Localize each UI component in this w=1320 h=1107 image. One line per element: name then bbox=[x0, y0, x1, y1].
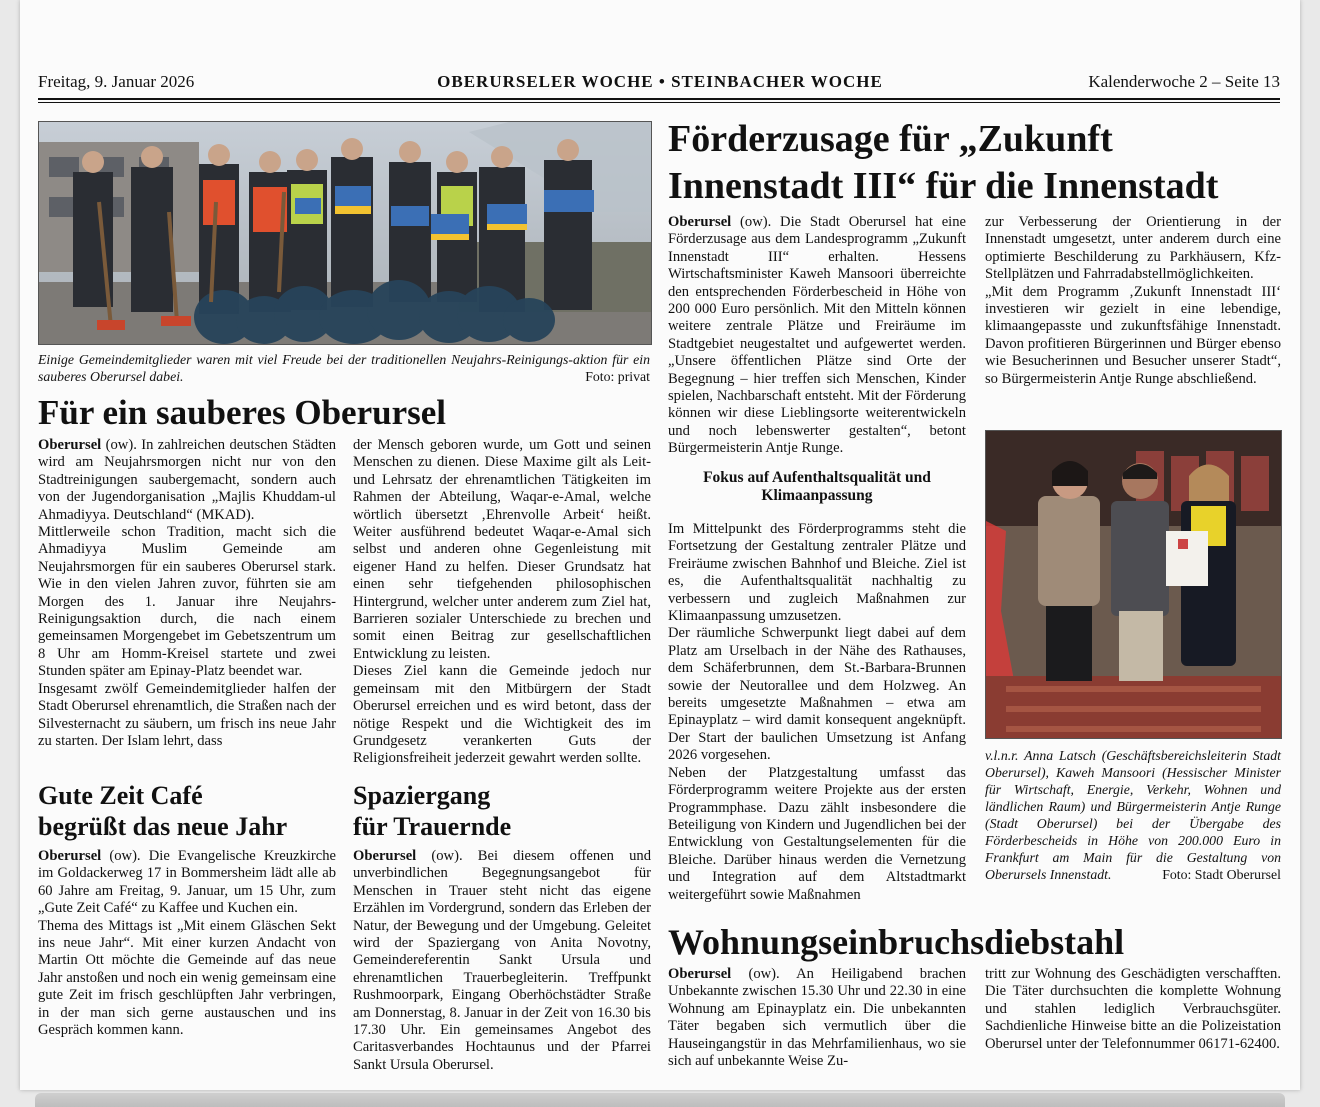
article5-p1: (ow). An Heiligabend brachen Unbekannte zwischen 15.30 Uhr und 22.30 in eine Wohnung am Epinayplatz ein. Die unbekannten Täter begaben sich vermutlich über die Hauseingangstür in das Mehrfamilienhaus, wo sie sich auf unbekannte Weise Zu- bbox=[668, 966, 966, 1070]
article1-col2-p2: Dieses Ziel kann die Gemeinde jedoch nur gemeinsam mit den Mitbürgern der Stadt Oberursel erreichen und es wird betont, dass der nötige Respekt und die Wichtigkeit des im Grundgesetz verankerten Guts der Religionsfreiheit jederzeit gewahrt werden sollte. bbox=[353, 663, 651, 767]
article4-subhead: Fokus auf Aufenthaltsqualität und Klimaanpassung bbox=[703, 469, 931, 504]
cleanup-photo-caption-block bbox=[38, 351, 650, 385]
article1-column1 bbox=[38, 437, 336, 750]
article4-col2-p1: zur Verbesserung der Orientierung in der Innenstadt umgesetzt, unter anderem durch eine optimierte Beschilderung zu Parkhäusern, Kfz-Stellplätzen und Fahrradabstellmöglichkeiten. bbox=[985, 214, 1281, 283]
issue-date: Freitag, 9. Januar 2026 bbox=[38, 72, 195, 91]
article4-p2: Im Mittelpunkt des Förderprogramms steht die Fortsetzung der Gestaltung zentraler Plätze und Freiräume zwischen Bahnhof und Bleiche. Ziel ist es, die Aufenthaltsqualität nachhaltig zu verbessern und zugleich Maßnahmen zur Klimaanpassung umzusetzen. bbox=[668, 521, 966, 625]
foerderbescheid-caption-block bbox=[985, 747, 1281, 883]
article2-p1: (ow). Die Evangelische Kreuzkirche im Goldackerweg 17 in Bommersheim lädt alle ab 60 Jahre am Freitag, 9. Januar, um 15 Uhr, zum „Gute Zeit Café“ zu Kaffee und Kuchen ein. bbox=[38, 848, 336, 917]
article4-p3: Der räumliche Schwerpunkt liegt dabei auf dem Platz am Urselbach in der Nähe des Rathauses, dem Schäferbrunnen, dem St.-Barbara-Brunnen sowie der Neutorallee und dem Holzweg. An bereits umgesetzte Maßnahmen – etwa am Epinayplatz – wird damit konsequent angeknüpft. Der Start der baulichen Umsetzung ist Anfang 2026 vorgesehen. bbox=[668, 625, 966, 764]
headline-gute-zeit-cafe-line1: Gute Zeit Café bbox=[38, 781, 203, 810]
headline-spaziergang bbox=[353, 780, 511, 842]
article2-body bbox=[38, 848, 336, 1039]
article4-p4: Neben der Platzgestaltung umfasst das Förderprogramm weitere Projekte aus der ersten Programmphase. Dazu zählt insbesondere die Beteiligung von Kindern und Jugendlichen bei der Entwicklung von Gestaltungselementen für die Bleiche. Darüber hinaus werden die Vernetzung und Integration auf dem Altstadtmarkt weitergeführt sowie Maßnahmen bbox=[668, 764, 966, 903]
article1-col1-p1: (ow). In zahlreichen deutschen Städten wird am Neujahrsmorgen nicht nur von den Stadtreinigungen saubergemacht, sondern auch von der Jugendorganisation „Majlis Khuddam-ul Ahmadiyya. Deutschland“ (MKAD). bbox=[38, 437, 336, 523]
cleanup-group-illustration bbox=[39, 122, 651, 344]
newspaper-title: OBERURSELER WOCHE • STEINBACHER WOCHE bbox=[437, 72, 883, 91]
foerderbescheid-photo bbox=[985, 430, 1282, 739]
article4-column1-top bbox=[668, 214, 966, 458]
article3-body bbox=[353, 848, 651, 1074]
page-info: Kalenderwoche 2 – Seite 13 bbox=[1088, 72, 1280, 91]
foerderbescheid-illustration bbox=[986, 431, 1281, 738]
headline-wohnungseinbruch: Wohnungseinbruchsdiebstahl bbox=[668, 922, 1125, 962]
foerderbescheid-credit: Foto: Stadt Oberursel bbox=[1162, 867, 1281, 882]
headline-spaziergang-line2: für Trauernde bbox=[353, 812, 512, 841]
article3-dateline: Oberursel bbox=[353, 848, 417, 864]
article4-dateline: Oberursel bbox=[668, 214, 732, 230]
article2-p2: Thema des Mittags ist „Mit einem Gläschen Sekt ins neue Jahr“. Mit einer kurzen Andacht von Martin Ott möchte die Gemeinde auf das neue Jahr anstoßen und noch ein wenig gemeinsam eine gute Zeit im frisch geschlüpften Jahr verbringen, in der man sich gerne austauschen und ins Gespräch kommen kann. bbox=[38, 917, 336, 1039]
article1-dateline: Oberursel bbox=[38, 437, 102, 453]
article1-col1-p3: Insgesamt zwölf Gemeindemitglieder halfen der Stadt Oberursel ehrenamtlich, die Straßen nach der Silvesternacht zu säubern, um frisch ins neue Jahr zu starten. Der Islam lehrt, dass bbox=[38, 680, 336, 749]
article2-dateline: Oberursel bbox=[38, 848, 102, 864]
foerderbescheid-caption: v.l.n.r. Anna Latsch (Geschäftsbereichsleiterin Stadt Oberursel), Kaweh Mansoori (Hessischer Minister für Wirtschaft, Energie, Verkehr, Wohnen und ländlichen Raum) und Bürgermeisterin Antje Runge (Stadt Oberursel) bei der Übergabe des Förderbescheids in Höhe von 200.000 Euro in Frankfurt am Main für die Gestaltung von Oberursels Innenstadt. bbox=[985, 748, 1281, 882]
article3-p1: (ow). Bei diesem offenen und unverbindlichen Begegnungsangebot für Menschen in Trauer steht nicht das eigene Erzählen im Vordergrund, sondern das Erleben der Natur, der Bewegung und der Umgebung. Geleitet wird der Spaziergang von Anita Novotny, Gemeindereferentin Sankt Ursula und ehrenamtlichen Trauerbegleiterin. Treffpunkt Rushmoorpark, Eingang Oberhöchstädter Straße am Donnerstag, 8. Januar in der Zeit von 16.30 bis 17.30 Uhr. Ein gemeinsames Angebot des Caritasverbandes Hochtaunus und der Pfarrei Sankt Ursula Oberursel. bbox=[353, 848, 651, 1073]
article4-p1: (ow). Die Stadt Oberursel hat eine Förderzusage aus dem Landesprogramm „Zukunft Innenstadt III“ erhalten. Hessens Wirtschaftsminister Kaweh Mansoori überreichte den entsprechenden Förderbescheid in Höhe von 200 000 Euro persönlich. Mit den Mitteln können weitere zentrale Plätze und Freiräume im Stadtgebiet neugestaltet und aufgewertet werden. „Unsere öffentlichen Plätze sind Orte der Begegnung – hier treffen sich Menschen, Kinder spielen, Nachbarschaft entsteht. Mit der Förderung können wir diese Lieblingsorte weiterentwickeln und noch lebenswerter gestalten“, betont Bürgermeisterin Antje Runge. bbox=[668, 214, 966, 457]
article4-col2-p2: „Mit dem Programm ‚Zukunft Innenstadt III‘ investieren wir gezielt in eine lebendige, klimaangepasste und zukunftsfähige Innenstadt. Davon profitieren Bürgerinnen und Bürger ebenso wie Besucherinnen und Besucher unserer Stadt“, so Bürgermeisterin Antje Runge abschließend. bbox=[985, 283, 1281, 387]
article1-col1-p2: Mittlerweile schon Tradition, macht sich die Ahmadiyya Muslim Gemeinde am Neujahrsmorgen für ein sauberes Oberursel stark. Wie in den vielen Jahren zuvor, führten sie am Morgen des 1. Januar ihre Neujahrs-Reinigungsaktion durch, die nach einem gemeinsamen Morgengebet im Gebetszentrum um 8 Uhr am Homm-Kreisel startete und zwei Stunden später am Epinay-Platz beendet war. bbox=[38, 524, 336, 680]
article1-col2-p1: der Mensch geboren wurde, um Gott und seinen Menschen zu dienen. Diese Maxime gilt als Leit- und Lehrsatz der ehrenamtlichen Tätigkeiten im Rahmen der Abteilung, Waqar-e-Amal, welche wörtlich übersetzt ‚Ehrenvolle Arbeit‘ heißt. Weiter ausführend bedeutet Waqar-e-Amal sich selbst und anderen ohne Gegenleistung mit eigener Hand zu helfen. Dieser Grundsatz hat einen sehr tiefgehenden philosophischen Hintergrund, welcher unter anderem zum Ziel hat, Barrieren sozialer Unterschiede zu brechen und somit einen Beitrag zur gesellschaftlichen Entwicklung zu leisten. bbox=[353, 437, 651, 662]
headline-spaziergang-line1: Spaziergang bbox=[353, 781, 491, 810]
cleanup-photo-credit: Foto: privat bbox=[585, 369, 650, 384]
article4-column2 bbox=[985, 214, 1281, 388]
article1-column2 bbox=[353, 437, 651, 768]
headline-foerderzusage bbox=[668, 116, 1288, 210]
headline-foerderzusage-line1: Förderzusage für „Zukunft bbox=[668, 118, 1113, 160]
cleanup-photo-caption: Einige Gemeindemitglieder waren mit viel Freude bei der traditionellen Neujahrs-Reinigungs-aktion für ein sauberes Oberursel dabei. bbox=[38, 352, 650, 384]
article4-column1-bottom bbox=[668, 521, 966, 904]
article5-dateline: Oberursel bbox=[668, 966, 732, 982]
headline-gute-zeit-cafe-line2: begrüßt das neue Jahr bbox=[38, 812, 288, 841]
headline-foerderzusage-line2: Innenstadt III“ für die Innenstadt bbox=[668, 165, 1219, 207]
article5-column1 bbox=[668, 966, 966, 1070]
header-rule-top bbox=[38, 98, 1280, 100]
headline-sauberes-oberursel: Für ein sauberes Oberursel bbox=[38, 393, 447, 432]
article5-column2 bbox=[985, 966, 1281, 1053]
article5-p2: tritt zur Wohnung des Geschädigten verschafften. Die Täter durchsuchten die komplette Wohnung und stahlen lediglich Verbrauchsgüter. Sachdienliche Hinweise bitte an die Polizeistation Oberursel unter der Telefonnummer 06171-62400. bbox=[985, 966, 1281, 1052]
header-rule-bottom bbox=[38, 102, 1280, 103]
cleanup-group-photo bbox=[38, 121, 652, 345]
viewer-bottom-bar bbox=[35, 1093, 1285, 1107]
headline-gute-zeit-cafe bbox=[38, 780, 287, 842]
